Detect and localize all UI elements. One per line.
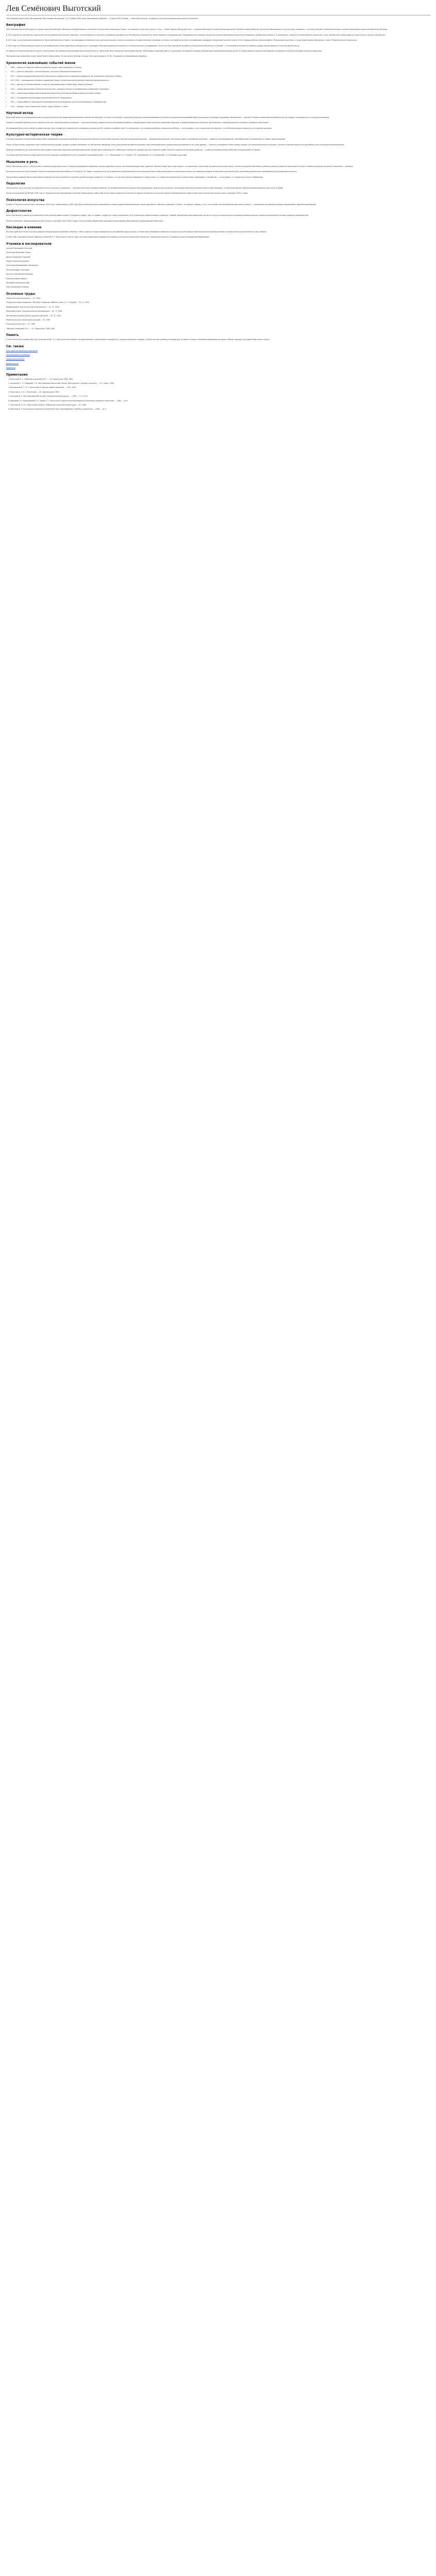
section-paragraph: Развитие понимается как качественная перестройка психических функций и межфункциональных связей. Выготский выделял стабильные и кризисные периоды детского развития и ввёл понятие «социальной ситуации развития» — особого отношения между ребёнком и окружающей его средой. <box>6 148 260 151</box>
list-item: Мышление и речь. Психологические исследования. — М.; Л., 1934. <box>6 310 63 313</box>
article-section <box>6 226 431 239</box>
list-item: • 1934 — выходит книга «Мышление и речь»; умер в Москве 11 июня. <box>10 106 431 108</box>
list-item: Даниил Борисович Эльконин <box>6 256 31 258</box>
section-heading: Примечания <box>6 373 28 377</box>
section-paragraph: Последние годы жизни Выготский тяжело болел туберкулёзом. Он скончался в Москве 11 июня 1934 года в возрасте 37 лет. Похоронен на Новодевичьем кладбище. <box>6 55 148 58</box>
section-paragraph: В работе «Психология искусства» (написана в 1925 году, опубликована в 1965 году) Выготский предложил оригинальную теорию художественной реакции. Анализируя басни, новеллы и трагедию «Гамлет», он пришёл к выводу о том, что в основе эстетической реакции лежит катарсис — разрешение противоречия между содержанием и формой произведения. <box>6 203 317 206</box>
list-item: Развитие высших психических функций. — М., 1960. <box>6 318 51 321</box>
list-item: Педагогическая психология. — М., 1926. <box>6 297 41 299</box>
see-also-link[interactable]: Культурно-историческая психология <box>6 349 38 352</box>
list-item: Александр Владимирович Запорожец <box>6 264 39 267</box>
reference-item: 2. Выгодская Г. Л., Лифанова Т. М. Лев Семёнович Выготский: Жизнь. Деятельность. Штрихи к портрету. — М.: Смысл, 1996. <box>10 382 431 385</box>
see-also-link[interactable]: Теория деятельности <box>6 358 25 361</box>
section-heading: Мышление и речь <box>6 160 38 164</box>
list-item: Пётр Яковлевич Гальперин <box>6 268 29 271</box>
article-section <box>6 334 431 341</box>
list-item: • 1917–1924 — преподавание в учебных заведениях Гомеля, литературно-критическая и издательская деятельность. <box>10 79 431 82</box>
section-paragraph: Эти представления легли в основу деятельностного подхода, разработанного его учениками и последователями — А. Н. Леонтьевым, А. Р. Лурией, П. Я. Гальпериным, Д. Б. Элькониным, Л. И. Божович и другими. <box>6 154 187 157</box>
list-item: • 1917 — окончил юридический факультет Московского университета и Народный университет им. Шанявского, вернулся в Гомель. <box>10 75 431 78</box>
see-also-link[interactable]: Дефектология <box>6 362 19 365</box>
list-item: Психология искусства. — М., 1965. <box>6 323 36 326</box>
section-paragraph: Научные идеи Выготского получили широкое международное признание. Начиная с 1960-х годов его труды переводятся на английский и другие языки, а теория зоны ближайшего развития и социокультурный подход к обучению оказали сильное влияние на педагогическую психологию в США и Европе. <box>6 231 267 233</box>
article-section <box>6 62 431 108</box>
reference-item: 6. Давыдов В. В., Радзиховский Л. А. Теория Л. С. Выготского и деятельностный подход в психологии // Вопросы психологии. — 1980. — № 6. <box>10 400 431 402</box>
section-paragraph: После постановления ЦК ВКП(б) 1936 года «О педологических извращениях в системе Наркомпросов» работы Выготского были подвергнуты критике и надолго исключены из научного оборота. Возвращение его идей в советскую психологию началось лишь в середине 1950-х годов. <box>6 192 248 195</box>
article-section <box>6 161 431 179</box>
plain-list <box>6 297 431 330</box>
list-item: • 1929 — Экспериментальный дефектологический институт Наркомпроса. <box>10 97 431 99</box>
article-section <box>6 24 431 58</box>
reference-item: 3. Ярошевский М. Г. Л. С. Выготский: в поисках новой психологии. — СПб., 1993. <box>10 386 431 389</box>
section-heading: Основные труды <box>6 292 36 296</box>
article-section <box>6 210 431 223</box>
section-paragraph: Значительная часть научного наследия Выготского относится к педологии — комплексной науке о развитии ребёнка. Он разрабатывал вопросы возрастной периодизации, диагностики развития, соотношения обучения и развития. Выготский утверждал, что обучение должно забегать вперёд развития и вести его за собой. <box>6 187 284 189</box>
list-item: Роза Евгеньевна Левина <box>6 277 27 280</box>
article-section <box>6 293 431 330</box>
article-section <box>6 199 431 206</box>
section-heading: Дефектология <box>6 210 32 213</box>
article-section <box>6 243 431 289</box>
section-paragraph: Выготский является одним из основателей отечественной дефектологии. Он выдвинул идею о том, что дефект создаёт не только ограничения, но и стимулы для компенсаторного развития. Главной задачей обучения аномальных детей он считал их социальную интеграцию и развитие высших психических функций на основе сохранных возможностей. <box>6 214 309 217</box>
timeline-list <box>6 66 431 108</box>
article-lead: Лев Семёнович Выготский (при рождении Лев Симхович Выгодский; 5 (17) ноября 1896, Орша, Могилёвская губерния — 11 июня 1934, Москва) — советский психолог, основатель культурно-исторической школы в психологии. <box>6 18 199 20</box>
see-also-link[interactable]: Педология <box>6 367 15 369</box>
section-paragraph: Значительное внимание Выготский уделил развитию научных и житейских понятий у детей школьного возраста. Он показал, что научные понятия развиваются «сверху вниз», от словесного определения к конкретному содержанию, а житейские — «снизу вверх», от конкретного опыта к обобщению. <box>6 176 264 178</box>
reference-item: 8. Зинченко В. П. Культурно-историческая психология: опыт амплификации // Вопросы психологии. — 1993. — № 4. <box>10 408 431 411</box>
see-also-link[interactable]: Зона ближайшего развития <box>6 353 30 356</box>
list-item: • 1926 — организация лаборатории психологии аномального детства при Медико-педагогической станции. <box>10 92 431 95</box>
section-paragraph: Одной из ключевых идей Выготского является понятие «зоны ближайшего развития» — расстояния между уровнем актуального развития ребёнка, определяемым самостоятельно решаемыми задачами, и уровнем возможного развития, достигаемого с помощью взрослых или более способных сверстников. <box>6 122 269 124</box>
article-section <box>6 374 431 411</box>
section-heading: Научный вклад <box>6 111 33 115</box>
section-paragraph: Центральное место в книге занимает анализ эгоцентрической речи ребёнка. В отличие от Ж. Пиаже, который считал её отражением эгоцентризма детского мышления, Выготский рассматривал эгоцентрическую речь как переходную форму от внешней к внутренней речи, выполняющую функцию планирования и регуляции деятельности. <box>6 171 297 173</box>
section-paragraph: В 1913 году Выготский окончил гомельскую частную еврейскую мужскую гимназию с золотой медалью и поступил на медицинский факультет Московского университета, затем перевёлся на юридический. Одновременно он посещал лекции на историко-философском факультете Народного университета имени А. Л. Шанявского. Среди его интересов были литература, театр, лингвистика и философия; он много писал о театре и литературе. <box>6 33 386 36</box>
list-item: • 1931 — начало работы в Харьковской психоневрологической академии, участие в экспедициях в Среднюю Азию. <box>10 101 431 104</box>
section-paragraph: В 1924 году на II Всероссийском съезде по психоневрологии в Ленинграде Выготский выступил с докладом «Методика рефлексологического и психологического исследования», после чего был приглашён на работу в Психологический институт в Москве. С этого времени начинается наиболее продуктивный период его научной деятельности. <box>6 44 300 47</box>
section-heading: Хронология важнейших событий жизни <box>6 61 76 65</box>
article-section <box>6 182 431 195</box>
list-item: Наталья Григорьевна Морозова <box>6 273 33 276</box>
section-heading: Память <box>6 334 19 337</box>
list-item: Умственное развитие детей в процессе обучения. — М.; Л., 1935. <box>6 314 62 317</box>
references-list <box>6 378 431 411</box>
reference-item: 1. Выготский Л. С. Собрание сочинений: В 6 т. — М.: Педагогика, 1982–1984. <box>10 378 431 381</box>
article-section <box>6 345 431 370</box>
section-paragraph: Книга «Мышление и речь» (1934) является главным трудом Выготского. В ней рассматриваются проблемы генезиса мышления и речи, соотношения между ними, развития значения слова. Выготский показал, что мышление и речь имеют разные генетические корни, а затем в определённый момент развития линии их развития пересекаются и речь становится интеллектуальной, а мышление — речевым. <box>6 165 353 167</box>
section-heading: См. также <box>6 345 24 348</box>
section-paragraph: Многие положения, сформулированные им в статьях и докладах 1920–1930-х годов, легли в основу современных подходов к инклюзивному образованию и коррекционной педагогике. <box>6 219 164 222</box>
section-paragraph: В 1917 году, после окончания университета, Выготский вернулся в Гомель, где преподавал литературу и русский язык в школах, логику и психологию в педагогическом техникуме, эстетику и историю искусства в консерватории, руководил театральной частью в газете. В этот период им была написана работа «Психология искусства», а также подготовлены материалы к книге «Педагогическая психология». <box>6 39 358 42</box>
article-title: Лев Семёнович Выготский <box>6 4 431 15</box>
section-paragraph: Знаки, по Выготскому, выполняют роль психологических орудий, которые человек направляет на собственное поведение. Культурное развитие ребёнка проходит через интериоризацию: каждая функция появляется на сцене дважды — сначала в социальном плане, между людьми, как интерпсихическая категория, а затем в психологическом, внутри ребёнка, как категория интрапсихическая. <box>6 143 345 146</box>
list-item: Этюды по истории поведения: Обезьяна. Примитив. Ребёнок (совм. с А. Р. Лурией). — М.; Л., 1930. <box>6 301 90 304</box>
list-item: Воображение и творчество в детском возрасте. — М.; Л., 1930. <box>6 306 60 308</box>
list-item: Лия Соломоновна Славина <box>6 286 29 289</box>
list-item: • 1924 — доклад на II Всероссийском съезде по психоневрологии в Ленинграде; переезд в Москву. <box>10 83 431 86</box>
plain-list <box>6 247 431 289</box>
section-heading: Педология <box>6 182 25 185</box>
reference-item: 7. Эльконин Д. Б. Л. С. Выготский сегодня // Избранные психологические труды. — М., 1989. <box>10 404 431 406</box>
article-page <box>0 0 436 423</box>
article-body <box>6 24 431 411</box>
list-item: Собрание сочинений: В 6 т. — М.: Педагогика, 1982–1984. <box>6 327 56 330</box>
section-paragraph: Лев Семёнович Выготский родился в городе Орша Могилёвской губернии в семье банковского служащего. Вскоре семья переехала в Гомель, где прошли его детство и юность. Отец — Семён Львович Выгодский, мать — Цецилия Моисеевна. В семье было восемь детей; Лев был вторым ребёнком. Начальное образование он получил дома, занимаясь с частным учителем Соломоном Ашпизом, который практиковал сократический метод обучения. <box>6 28 388 31</box>
list-item: • 1896 — родился в Орше Могилёвской губернии; вскоре семья переезжает в Гомель. <box>10 66 431 69</box>
list-item: Алексей Николаевич Леонтьев <box>6 247 32 249</box>
article-section <box>6 133 431 157</box>
article-section <box>6 112 431 130</box>
list-item: Лидия Ильинична Божович <box>6 260 29 263</box>
section-paragraph: Он работал в Психологическом институте, затем основал Экспериментальный дефектологический институт. Выготский читал лекции во многих вузах Москвы, Ленинграда и Харькова; вместе с учениками участвовал в создании Харьковской психоневрологической школы. Его идеи оказали значительное влияние на развитие отечественной дефектологии и педагогики. <box>6 50 323 53</box>
section-heading: Культурно-историческая теория <box>6 133 63 137</box>
list-item: Жозефина Ильинична Шиф <box>6 282 30 284</box>
list-item: • 1913 — окончил гимназию с золотой медалью, поступил в Московский университет. <box>10 71 431 73</box>
section-paragraph: В честь Выготского названы Институт психологии им. Л. С. Выготского Российского государственного гуманитарного университета, улицы в нескольких городах, а также научные премии и конференции. В Гомеле и Орше установлены мемориальные доски, в Москве проходят регулярные Выготские чтения. <box>6 338 270 341</box>
section-heading: Наследие и влияние <box>6 226 42 229</box>
section-paragraph: В 1982–1984 годах было издано Собрание сочинений Л. С. Выготского в шести томах. Его идеи продолжают развиваться в рамках культурно-исторической психологии, теории деятельности и социокультурных исследований образования. <box>6 236 210 239</box>
section-paragraph: В основе культурно-исторической теории лежит разделение психических функций на натуральные (низшие) и культурные (высшие). Высшие психические функции — произвольное внимание, логическая память, понятийное мышление — являются опосредованными, произвольными и социальными по своему происхождению. <box>6 138 286 141</box>
section-heading: Биография <box>6 24 26 27</box>
list-item: • 1925 — защита диссертации «Психология искусства»; поездка в Лондон на конференцию по обучению глухонемых. <box>10 88 431 91</box>
section-heading: Ученики и последователи <box>6 242 51 246</box>
reference-item: 5. Кольцова В. А. Лев Семёнович Выготский // Психологический журнал. — 1996. — Т. 17, № 6. <box>10 395 431 398</box>
reference-item: 4. Леонтьев А. А. Л. С. Выготский. — М.: Просвещение, 1990. <box>10 391 431 394</box>
section-heading: Психология искусства <box>6 198 45 202</box>
section-paragraph: Исследования Выготского в области дефектологии стали основой для современного понимания развития детей с особыми потребностями. Он подчёркивал, что основная проблема аномального ребёнка — не сам дефект, а его социальные последствия, и что обучение должно опираться на сохранные функции. <box>6 127 272 129</box>
list-item: Александр Романович Лурия <box>6 251 31 254</box>
see-also-list <box>6 350 431 370</box>
section-paragraph: Выготский является основоположником культурно-исторической теории развития высших психических функций. Согласно этой теории, психические функции человека развиваются в процессе социального взаимодействия и опосредуются знаками и орудиями, прежде всего — языком. Психика человека рассматривается им как продукт исторического и культурного развития. <box>6 116 329 118</box>
